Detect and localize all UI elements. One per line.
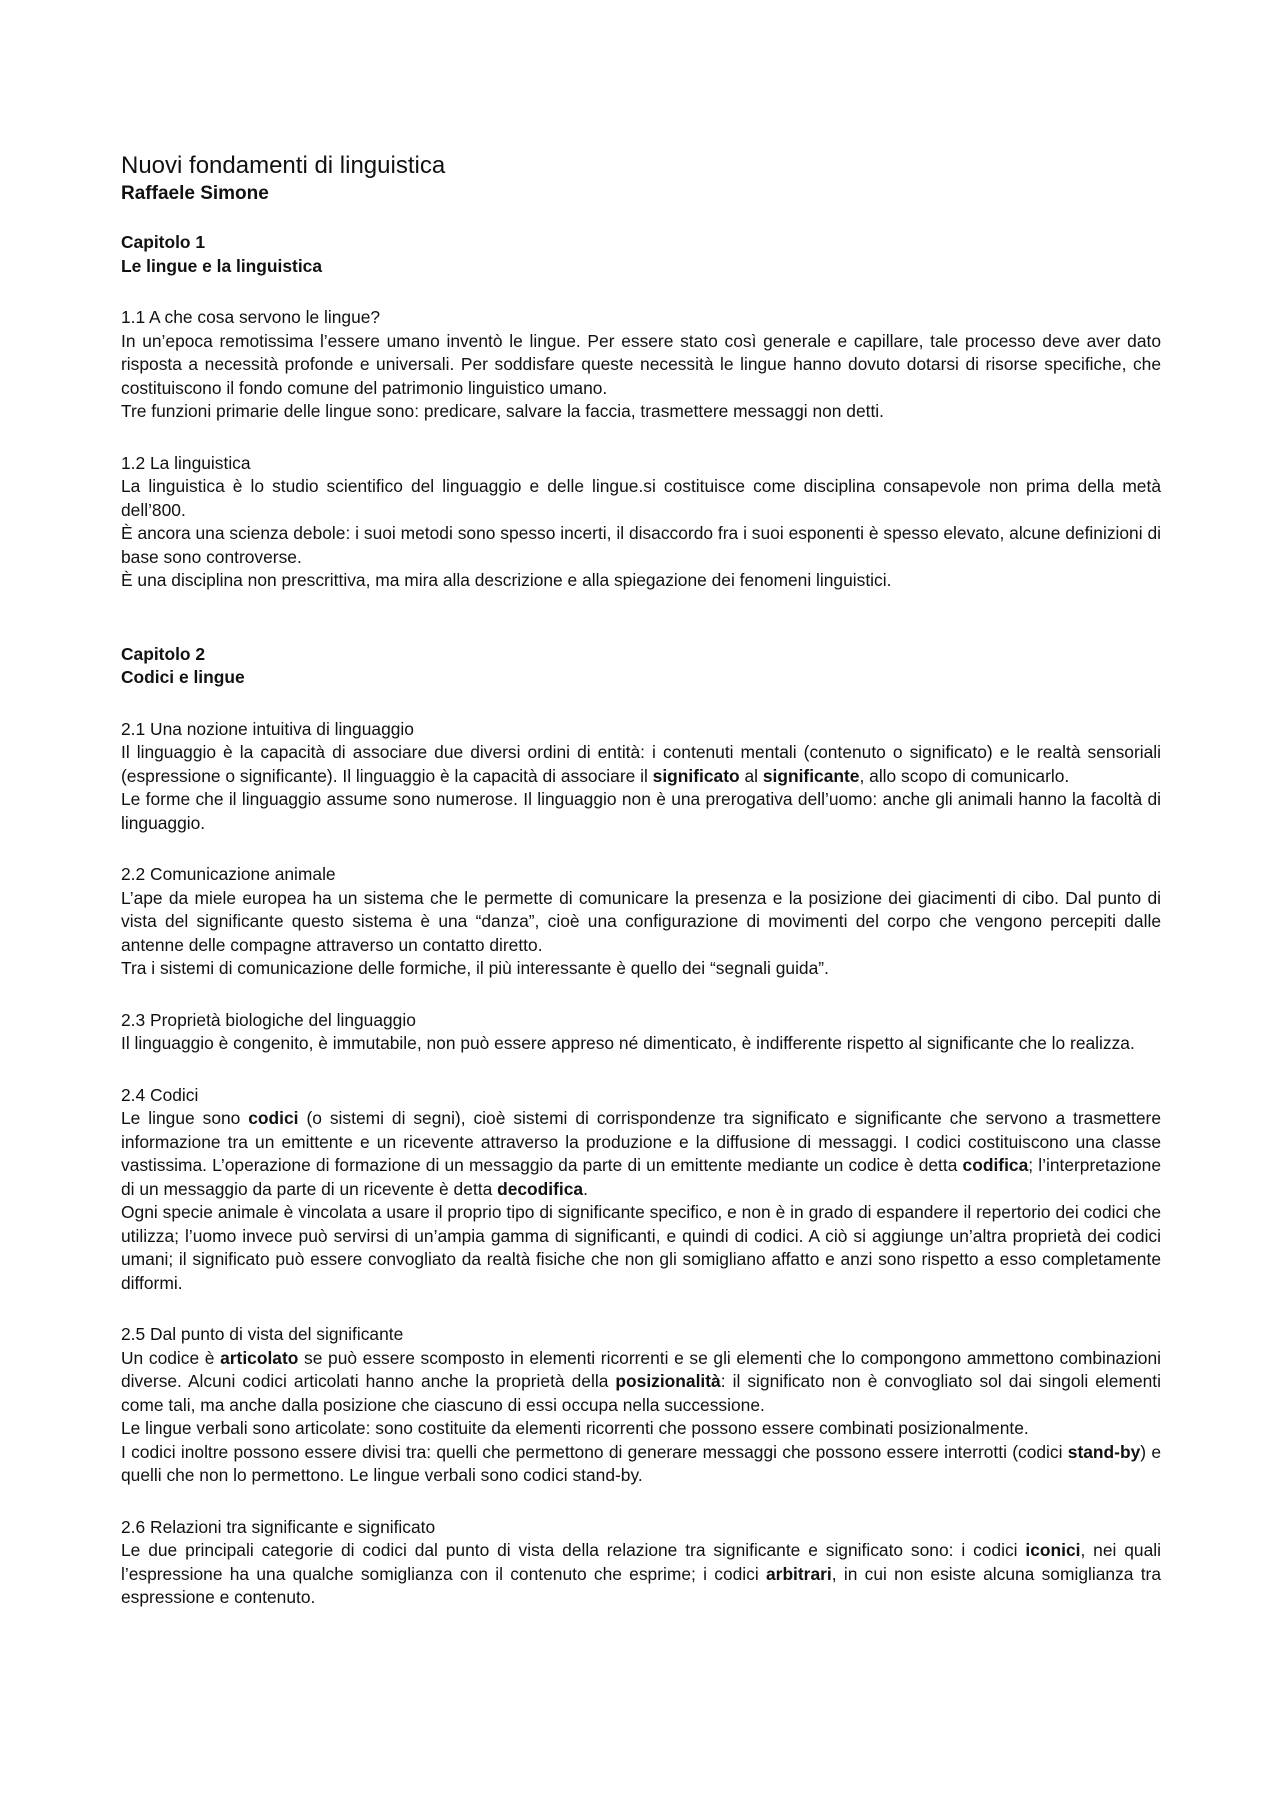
- chapter-1: [121, 231, 1161, 278]
- paragraph: È ancora una scienza debole: i suoi metodi sono spesso incerti, il disaccordo fra i suoi esponenti è spesso elevato, alcune definizioni di base sono controverse.: [121, 523, 1161, 567]
- term-iconici: iconici: [1025, 1540, 1081, 1560]
- section-heading: 2.3 Proprietà biologiche del linguaggio: [121, 1009, 416, 1030]
- section-2-5: [121, 1323, 1161, 1488]
- section-2-3: [121, 1009, 1161, 1056]
- section-heading: 2.5 Dal punto di vista del significante: [121, 1324, 404, 1344]
- paragraph: L’ape da miele europea ha un sistema che le permette di comunicare la presenza e la posizione dei giacimenti di cibo. Dal punto di vista del significante questo sistema è una “danza”, cioè una configurazione di movimenti del corpo che vengono percepiti dalle antenne delle compagne attraverso un contatto diretto.: [121, 887, 1161, 955]
- document-page: [121, 151, 1161, 1610]
- paragraph: In un’epoca remotissima l’essere umano inventò le lingue. Per essere stato così generale e capillare, tale processo deve aver dato risposta a necessità profonde e universali. Per soddisfare queste necessità le lingue hanno dovuto dotarsi di risorse specifiche, che costituiscono il fondo comune del patrimonio linguistico umano.: [121, 330, 1161, 398]
- paragraph: Le lingue sono codici (o sistemi di segni), cioè sistemi di corrispondenze tra significato e significante che servono a trasmettere informazione tra un emittente e un ricevente attraverso la produzione e la diffusione di messaggi. I codici costituiscono una classe vastissima. L’operazione di formazione di un messaggio da parte di un emittente mediante un codice è detta codifica; l’interpretazione di un messaggio da parte di un ricevente è detta decodifica.: [121, 1108, 1161, 1199]
- term-posizionalita: posizionalità: [615, 1371, 721, 1391]
- document-title: Nuovi fondamenti di linguistica: [121, 152, 446, 179]
- section-1-1: [121, 306, 1161, 424]
- section-2-1: [121, 718, 1161, 836]
- chapter-1-number: Capitolo 1: [121, 232, 206, 252]
- section-heading: 2.4 Codici: [121, 1084, 199, 1105]
- paragraph: Tre funzioni primarie delle lingue sono: predicare, salvare la faccia, trasmettere messaggi non detti.: [121, 401, 884, 421]
- paragraph: Ogni specie animale è vincolata a usare il proprio tipo di significante specifico, e non è in grado di espandere il repertorio dei codici che utilizza; l’uomo invece può servirsi di un’ampia gamma di significanti, e quindi di codici. A ciò si aggiunge un’altra proprietà dei codici umani; il significato può essere convogliato da realtà fisiche che non gli somigliano affatto e anzi sono rispetto a esso completamente difformi.: [121, 1202, 1161, 1293]
- paragraph: Tra i sistemi di comunicazione delle formiche, il più interessante è quello dei “segnali guida”.: [121, 958, 829, 978]
- term-articolato: articolato: [220, 1347, 299, 1368]
- section-1-2: [121, 452, 1161, 593]
- document-author: Raffaele Simone: [121, 183, 269, 204]
- paragraph: Il linguaggio è la capacità di associare due diversi ordini di entità: i contenuti mentali (contenuto o significato) e le realtà sensoriali (espressione o significante). Il linguaggio è la capacità di associare il significato al significante, allo scopo di comunicarlo.: [121, 742, 1161, 786]
- chapter-1-title: Le lingue e la linguistica: [121, 255, 323, 276]
- paragraph: Un codice è articolato se può essere scomposto in elementi ricorrenti e se gli elementi che lo compongono ammettono combinazioni diverse. Alcuni codici articolati hanno anche la proprietà della posizionalità: il significato non è convogliato sol dai singoli elementi come tali, ma anche dalla posizione che ciascuno di essi occupa nella successione.: [121, 1347, 1161, 1415]
- section-heading: 1.1 A che cosa servono le lingue?: [121, 307, 381, 327]
- chapter-separator: [121, 593, 1161, 643]
- paragraph: Le lingue verbali sono articolate: sono costituite da elementi ricorrenti che possono essere combinati posizionalmente.: [121, 1418, 1029, 1438]
- section-2-4: [121, 1084, 1161, 1296]
- paragraph: La linguistica è lo studio scientifico del linguaggio e delle lingue.si costituisce come disciplina consapevole non prima della metà dell’800.: [121, 476, 1161, 520]
- paragraph: Le due principali categorie di codici dal punto di vista della relazione tra significante e significato sono: i codici iconici, nei quali l’espressione ha una qualche somiglianza con il contenuto che esprime; i codici arbitrari, in cui non esiste alcuna somiglianza tra espressione e contenuto.: [121, 1540, 1162, 1607]
- term-significante: significante: [762, 765, 860, 786]
- paragraph: Le forme che il linguaggio assume sono numerose. Il linguaggio non è una prerogativa dell’uomo: anche gli animali hanno la facoltà di linguaggio.: [121, 789, 1161, 833]
- term-codifica: codifica: [962, 1155, 1029, 1175]
- term-arbitrari: arbitrari: [766, 1563, 832, 1584]
- paragraph: Il linguaggio è congenito, è immutabile, non può essere appreso né dimenticato, è indifferente rispetto al significante che lo realizza.: [121, 1033, 1135, 1053]
- term-codici: codici: [248, 1108, 299, 1128]
- section-heading: 2.2 Comunicazione animale: [121, 864, 336, 884]
- paragraph: È una disciplina non prescrittiva, ma mira alla descrizione e alla spiegazione dei fenomeni linguistici.: [121, 570, 892, 590]
- section-2-6: [121, 1516, 1161, 1610]
- chapter-2-title: Codici e lingue: [121, 667, 245, 687]
- section-heading: 2.6 Relazioni tra significante e significato: [121, 1516, 436, 1537]
- chapter-2-number: Capitolo 2: [121, 643, 206, 664]
- term-significato: significato: [652, 765, 740, 786]
- term-decodifica: decodifica: [497, 1178, 584, 1199]
- term-stand-by: stand-by: [1067, 1441, 1141, 1462]
- section-heading: 2.1 Una nozione intuitiva di linguaggio: [121, 718, 414, 739]
- paragraph: I codici inoltre possono essere divisi tra: quelli che permettono di generare messaggi che possono essere interrotti (codici stand-by) e quelli che non lo permettono. Le lingue verbali sono codici stand-by.: [121, 1441, 1161, 1485]
- section-2-2: [121, 863, 1161, 981]
- chapter-2: [121, 643, 1161, 690]
- section-heading: 1.2 La linguistica: [121, 452, 251, 473]
